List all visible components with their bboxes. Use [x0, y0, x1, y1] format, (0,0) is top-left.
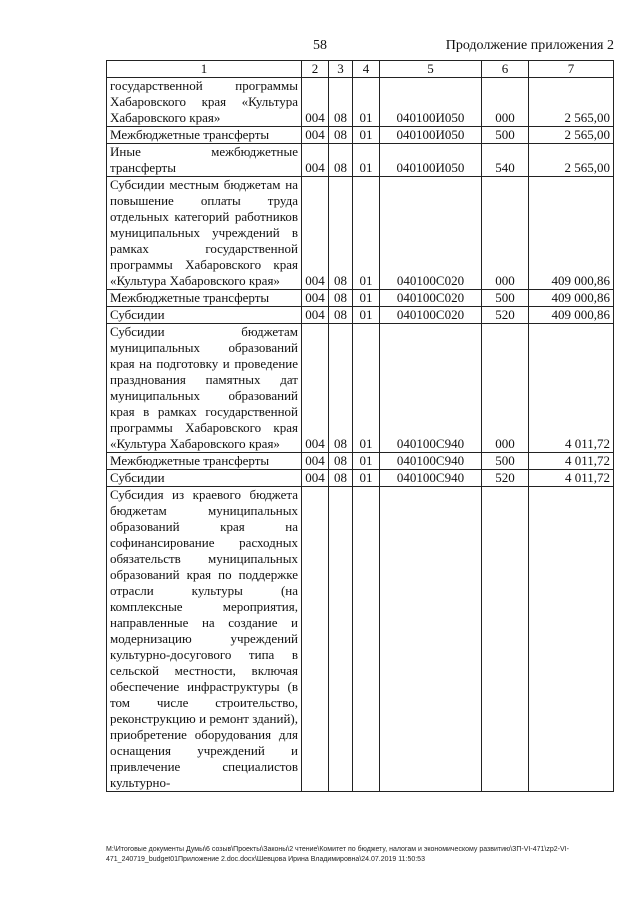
column-number-row	[107, 61, 614, 78]
page-number: 58	[313, 38, 327, 53]
table-row	[107, 78, 614, 127]
row-name-cell: Межбюджетные трансферты	[107, 127, 302, 144]
table-row	[107, 453, 614, 470]
row-value-cell: 08	[329, 324, 353, 453]
table-row	[107, 290, 614, 307]
row-value-cell: 000	[482, 324, 529, 453]
row-value-cell	[529, 487, 614, 792]
column-number: 3	[329, 61, 353, 78]
row-value-cell: 004	[302, 453, 329, 470]
row-value-cell: 01	[353, 453, 380, 470]
row-value-cell: 520	[482, 470, 529, 487]
column-number: 1	[107, 61, 302, 78]
row-name-cell: Межбюджетные трансферты	[107, 290, 302, 307]
table-row	[107, 470, 614, 487]
continuation-label: Продолжение приложения 2	[445, 38, 614, 53]
column-number: 4	[353, 61, 380, 78]
budget-table	[106, 60, 614, 792]
row-value-cell: 500	[482, 127, 529, 144]
row-value-cell: 409 000,86	[529, 177, 614, 290]
table-row	[107, 144, 614, 177]
row-value-cell: 004	[302, 307, 329, 324]
row-value-cell	[482, 487, 529, 792]
row-value-cell: 540	[482, 144, 529, 177]
row-value-cell: 01	[353, 290, 380, 307]
row-value-cell: 040100С940	[380, 470, 482, 487]
row-value-cell: 040100С020	[380, 290, 482, 307]
row-value-cell: 08	[329, 177, 353, 290]
row-value-cell: 2 565,00	[529, 127, 614, 144]
row-value-cell: 4 011,72	[529, 470, 614, 487]
row-value-cell: 040100И050	[380, 78, 482, 127]
row-value-cell: 500	[482, 290, 529, 307]
row-value-cell: 004	[302, 324, 329, 453]
row-value-cell: 500	[482, 453, 529, 470]
row-value-cell: 01	[353, 78, 380, 127]
table-row	[107, 177, 614, 290]
row-value-cell: 004	[302, 290, 329, 307]
row-value-cell: 01	[353, 307, 380, 324]
row-value-cell: 01	[353, 470, 380, 487]
row-value-cell: 01	[353, 177, 380, 290]
row-value-cell: 2 565,00	[529, 144, 614, 177]
row-value-cell	[302, 487, 329, 792]
column-number: 7	[529, 61, 614, 78]
row-value-cell: 004	[302, 470, 329, 487]
row-value-cell	[329, 487, 353, 792]
row-value-cell: 040100С020	[380, 177, 482, 290]
row-value-cell: 004	[302, 177, 329, 290]
row-value-cell: 004	[302, 78, 329, 127]
row-name-cell: Иные межбюджетные трансферты	[107, 144, 302, 177]
row-value-cell: 409 000,86	[529, 307, 614, 324]
row-name-cell: Субсидия из краевого бюджета бюджетам муниципальных образований края на софинансирование расходных обязательств муниципальных образований края по поддержке отрасли культуры (на комплексные мероприятия, направленные на создание и модернизацию учреждений культурно-досугового типа в сельской местности, включая обеспечение инфраструктуры (в том числе строительство, реконструкцию и ремонт зданий), приобретение оборудования для оснащения учреждений и привлечение специалистов культурно-	[107, 487, 302, 792]
row-value-cell: 08	[329, 307, 353, 324]
row-value-cell: 08	[329, 453, 353, 470]
column-number: 2	[302, 61, 329, 78]
row-name-cell: Субсидии	[107, 307, 302, 324]
row-value-cell: 01	[353, 324, 380, 453]
column-number: 6	[482, 61, 529, 78]
row-value-cell: 409 000,86	[529, 290, 614, 307]
row-value-cell: 4 011,72	[529, 324, 614, 453]
row-value-cell	[353, 487, 380, 792]
row-value-cell: 004	[302, 144, 329, 177]
row-value-cell: 01	[353, 144, 380, 177]
file-path-footer: М:\Итоговые документы Думы\6 созыв\Проекты\Законы\2 чтение\Комитет по бюджету, налогам и экономическому развитию\ЗП-VI-471\zp2-VI-471_240719_budget01Приложение 2.doc.docx\Шевцова Ирина Владимировна\24.07.2019 11:50:53	[106, 846, 569, 863]
row-value-cell: 08	[329, 290, 353, 307]
row-value-cell: 08	[329, 127, 353, 144]
row-name-cell: Субсидии местным бюджетам на повышение оплаты труда отдельных категорий работников муниципальных учреждений в рамках государственной программы Хабаровского края «Культура Хабаровского края»	[107, 177, 302, 290]
row-value-cell	[380, 487, 482, 792]
table-row	[107, 324, 614, 453]
row-value-cell: 520	[482, 307, 529, 324]
row-value-cell: 01	[353, 127, 380, 144]
row-value-cell: 040100С940	[380, 453, 482, 470]
row-name-cell: Субсидии	[107, 470, 302, 487]
row-value-cell: 08	[329, 470, 353, 487]
row-value-cell: 040100И050	[380, 127, 482, 144]
row-value-cell: 08	[329, 78, 353, 127]
table-row	[107, 307, 614, 324]
row-value-cell: 040100И050	[380, 144, 482, 177]
row-value-cell: 040100С020	[380, 307, 482, 324]
row-value-cell: 2 565,00	[529, 78, 614, 127]
row-value-cell: 040100С940	[380, 324, 482, 453]
row-value-cell: 000	[482, 177, 529, 290]
row-value-cell: 000	[482, 78, 529, 127]
row-name-cell: Межбюджетные трансферты	[107, 453, 302, 470]
row-value-cell: 004	[302, 127, 329, 144]
row-value-cell: 4 011,72	[529, 453, 614, 470]
column-number: 5	[380, 61, 482, 78]
row-name-cell: Субсидии бюджетам муниципальных образований края на подготовку и проведение празднования памятных дат муниципальных образований края в рамках государственной программы Хабаровского края «Культура Хабаровского края»	[107, 324, 302, 453]
row-name-cell: государственной программы Хабаровского края «Культура Хабаровского края»	[107, 78, 302, 127]
row-value-cell: 08	[329, 144, 353, 177]
table-row	[107, 127, 614, 144]
table-row	[107, 487, 614, 792]
